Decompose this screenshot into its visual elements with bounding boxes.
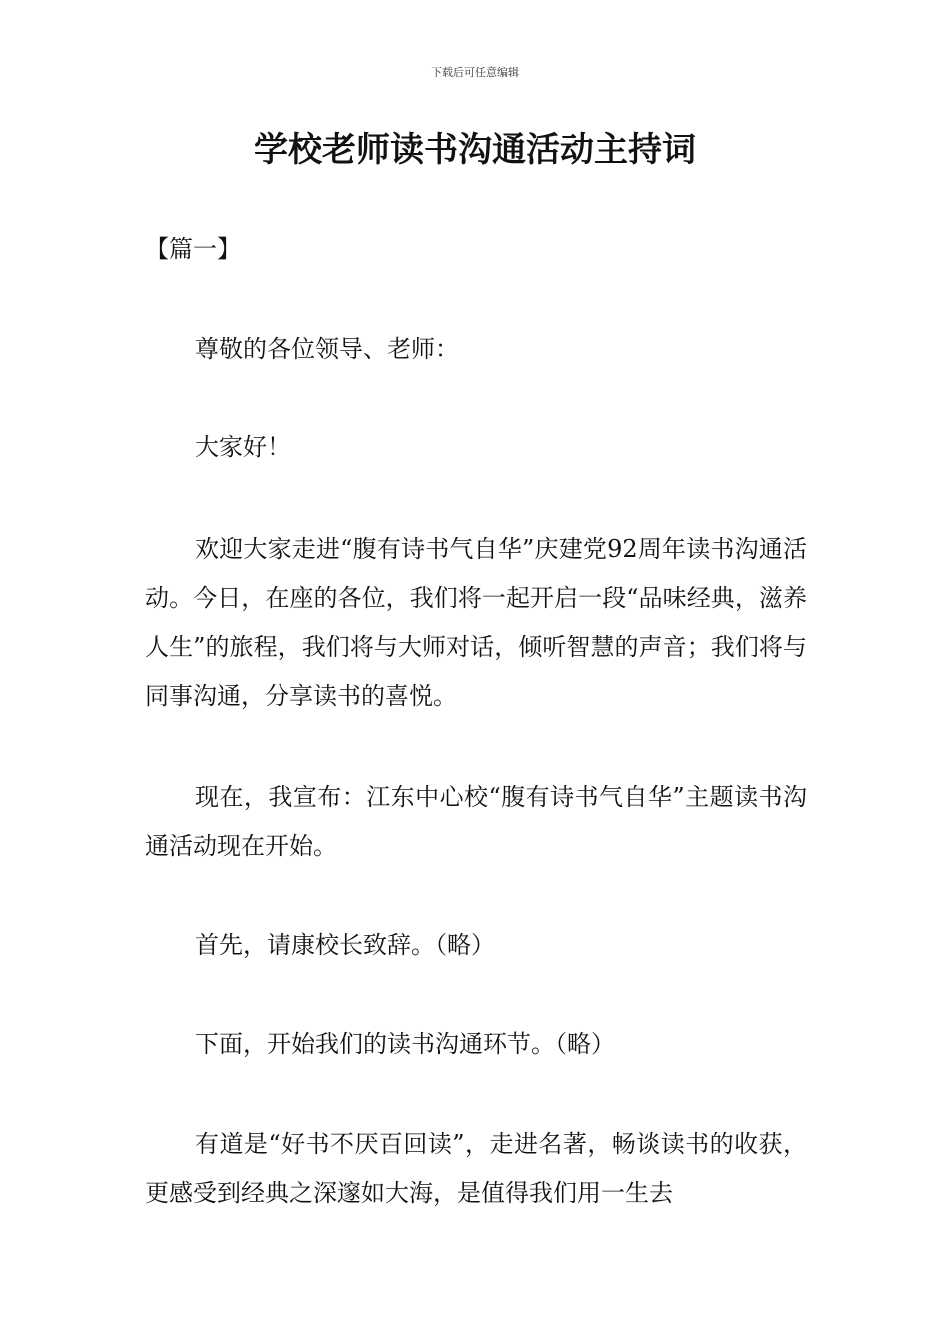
paragraph-welcome: 欢迎大家走进“腹有诗书气自华”庆建党92周年读书沟通活动。今日，在座的各位，我们将一起开启一段“品味经典，滋养人生”的旅程，我们将与大师对话，倾听智慧的声音；我们将与同事沟通，分享读书的喜悦。 [145,535,807,710]
paragraph-reading-session: 下面，开始我们的读书沟通环节。（略） [195,1030,615,1058]
section-label: 【篇一】 [145,235,241,263]
paragraph-announcement: 现在，我宣布：江东中心校“腹有诗书气自华”主题读书沟通活动现在开始。 [145,783,807,860]
paragraph-hello: 大家好！ [195,433,291,461]
paragraph-principal-speech: 首先，请康校长致辞。（略） [195,931,495,959]
paragraph-greeting: 尊敬的各位领导、老师： [195,335,459,363]
document-title: 学校老师读书沟通活动主持词 [254,130,696,170]
page-header-note: 下载后可任意编辑 [431,66,519,79]
paragraph-classics: 有道是“好书不厌百回读”，走进名著，畅谈读书的收获，更感受到经典之深邃如大海，是值得我们用一生去 [145,1130,807,1207]
